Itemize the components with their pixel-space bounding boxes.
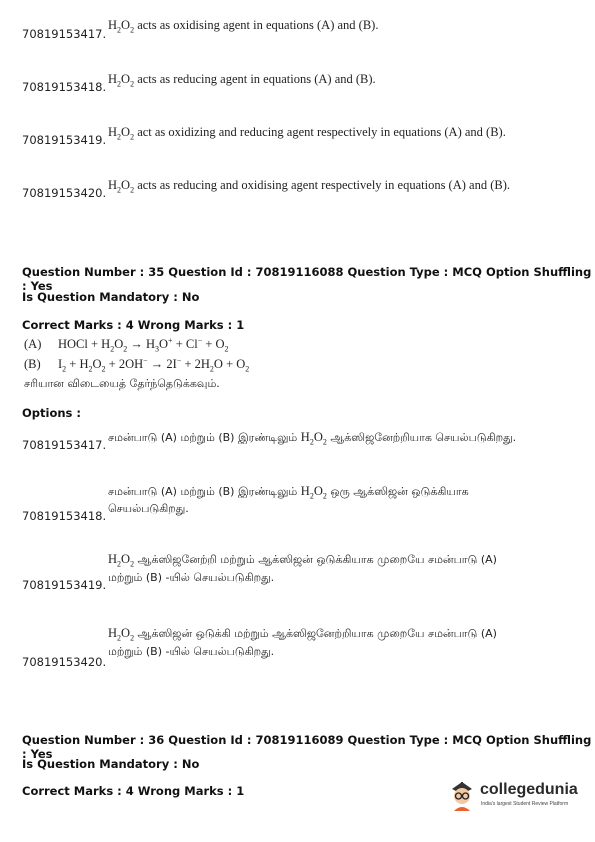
option-text: $H_2O_2$ ஆக்ஸிஜன் ஒடுக்கி மற்றும் ஆக்ஸிஜனேற்றியாக முறையே சமன்பாடு (A) <box>108 626 497 643</box>
option-text-line2: மற்றும் (B) -யில் செயல்படுகிறது. <box>108 571 275 584</box>
option-text: சமன்பாடு (A) மற்றும் (B) இரண்டிலும் $H_2O_2$ ஒரு ஆக்ஸிஜன் ஒடுக்கியாக <box>108 484 469 501</box>
q35-header: Question Number : 35 Question Id : 70819116088 Question Type : MCQ Option Shuffling : Yes <box>22 265 592 293</box>
option-text: சமன்பாடு (A) மற்றும் (B) இரண்டிலும் $H_2O_2$ ஆக்ஸிஜனேற்றியாக செயல்படுகிறது. <box>108 430 517 447</box>
equation-label: (A) <box>24 337 42 351</box>
option-text: $H_2O_2$ acts as reducing agent in equations (A) and (B). <box>108 72 376 89</box>
option-id: 70819153419. <box>22 578 107 592</box>
collegedunia-logo <box>446 774 581 814</box>
option-text-line2: செயல்படுகிறது. <box>108 502 189 515</box>
equation-formula: HOCl + $H_2O_2 \to H_3O^+ + Cl^- + O_2$ <box>58 335 229 354</box>
mascot-icon <box>446 774 478 812</box>
q35-options-label: Options : <box>22 406 81 420</box>
option-id: 70819153418. <box>22 80 107 94</box>
option-id: 70819153419. <box>22 133 107 147</box>
logo-tagline: India's largest Student Review Platform <box>481 801 569 807</box>
q35-mandatory: Is Question Mandatory : No <box>22 290 200 304</box>
q35-instruction: சரியான விடையைத் தேர்ந்தெடுக்கவும். <box>24 377 220 390</box>
equation-formula: $I_2 + H_2O_2 + 2OH^- \to 2I^- + 2H_2O + O_2$ <box>58 355 250 374</box>
option-id: 70819153420. <box>22 655 107 669</box>
option-id: 70819153418. <box>22 509 107 523</box>
q36-marks: Correct Marks : 4 Wrong Marks : 1 <box>22 784 245 798</box>
option-text: $H_2O_2$ acts as reducing and oxidising agent respectively in equations (A) and (B). <box>108 178 510 195</box>
q36-mandatory: Is Question Mandatory : No <box>22 757 200 771</box>
option-text-line2: மற்றும் (B) -யில் செயல்படுகிறது. <box>108 645 275 658</box>
option-id: 70819153420. <box>22 186 107 200</box>
equation-label: (B) <box>24 357 41 371</box>
option-text: $H_2O_2$ act as oxidizing and reducing agent respectively in equations (A) and (B). <box>108 125 506 142</box>
option-id: 70819153417. <box>22 27 107 41</box>
option-id: 70819153417. <box>22 438 107 452</box>
option-text: $H_2O_2$ ஆக்ஸிஜனேற்றி மற்றும் ஆக்ஸிஜன் ஒடுக்கியாக முறையே சமன்பாடு (A) <box>108 552 497 569</box>
q36-header: Question Number : 36 Question Id : 70819116089 Question Type : MCQ Option Shuffling : Yes <box>22 733 592 761</box>
option-text: $H_2O_2$ acts as oxidising agent in equations (A) and (B). <box>108 18 379 35</box>
logo-wordmark: collegedunia <box>480 781 578 798</box>
q35-marks: Correct Marks : 4 Wrong Marks : 1 <box>22 318 245 332</box>
